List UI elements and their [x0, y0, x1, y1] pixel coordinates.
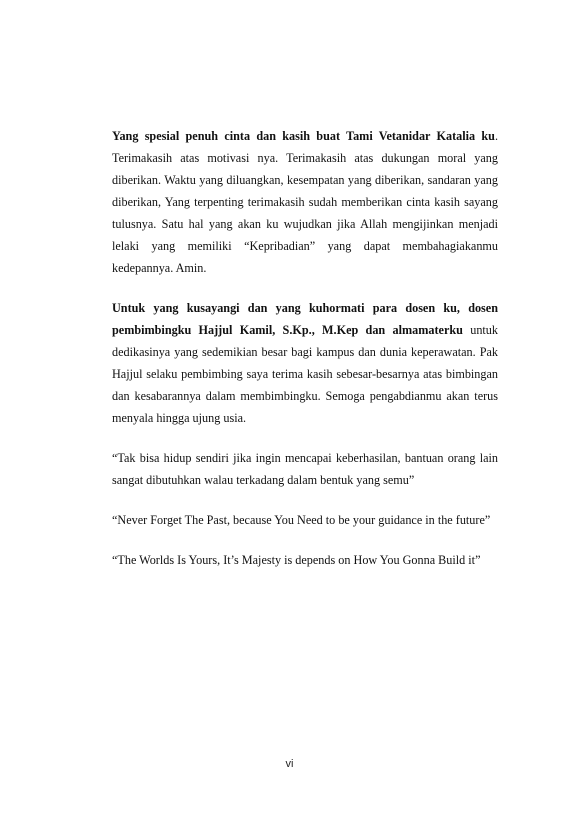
page-number: vi [285, 758, 294, 770]
dedication-lead-2: Untuk yang kusayangi dan yang kuhormati para dosen ku, dosen pembimbingku Hajjul Kamil, S.Kp., M.Kep dan almamaterku [112, 301, 498, 337]
document-body [112, 125, 498, 589]
dedication-paragraph-1 [112, 125, 498, 279]
quote-3: “The Worlds Is Yours, It’s Majesty is depends on How You Gonna Build it” [112, 553, 481, 567]
dedication-paragraph-2 [112, 297, 498, 429]
dedication-text-1: . Terimakasih atas motivasi nya. Terimakasih atas dukungan moral yang diberikan. Waktu yang diluangkan, kesempatan yang diberikan, sandaran yang diberikan, Yang terpenting terimakasih sudah memberikan cinta kasih sayang tulusnya. Satu hal yang akan ku wujudkan jika Allah mengijinkan menjadi lelaki yang memiliki “Kepribadian” yang dapat membahagiakanmu kedepannya. Amin. [112, 129, 498, 275]
dedication-lead-1: Yang spesial penuh cinta dan kasih buat Tami Vetanidar Katalia ku [112, 129, 495, 143]
quote-1: “Tak bisa hidup sendiri jika ingin mencapai keberhasilan, bantuan orang lain sangat dibutuhkan walau terkadang dalam bentuk yang semu” [112, 451, 498, 487]
quote-2: “Never Forget The Past, because You Need to be your guidance in the future” [112, 513, 491, 527]
dedication-text-2: untuk dedikasinya yang sedemikian besar bagi kampus dan dunia keperawatan. Pak Hajjul selaku pembimbing saya terima kasih sebesar-besarnya atas bimbingan dan kesabarannya dalam membimbingku. Semoga pengabdianmu akan terus menyala hingga ujung usia. [112, 323, 498, 425]
